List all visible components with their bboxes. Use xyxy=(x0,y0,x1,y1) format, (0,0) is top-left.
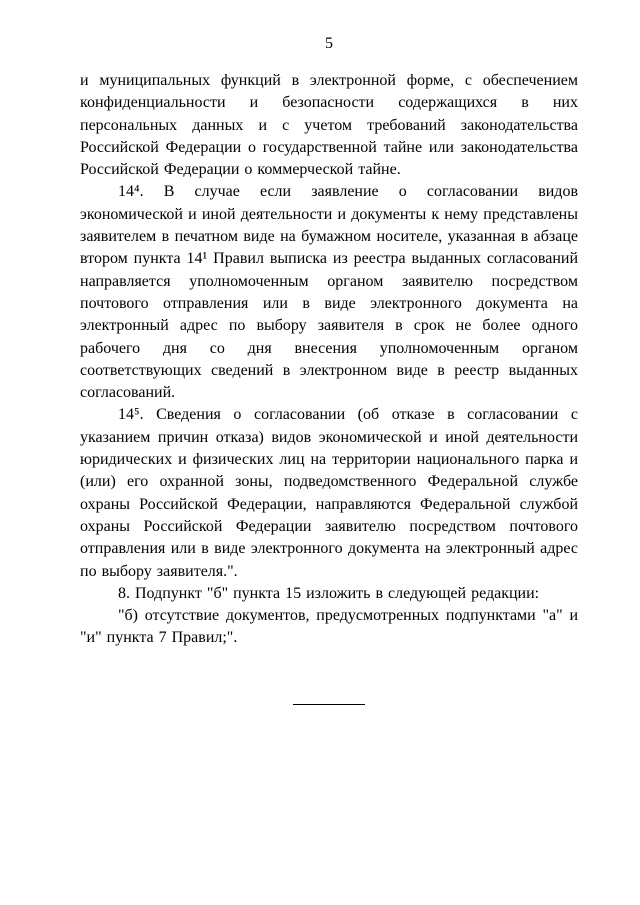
paragraph-point-14-5: 14⁵. Сведения о согласовании (об отказе в согласовании с указанием причин отказа) видов экономической и иной деятельности юридических и физических лиц на территории национального парка и (или) его охранной зоны, подведомственного Федеральной службе охраны Российской Федерации, направляются Федеральной службой охраны Российской Федерации заявителю посредством почтового отправления или в виде электронного документа на электронный адрес по выбору заявителя.". xyxy=(80,406,578,580)
paragraph-continuation: и муниципальных функций в электронной форме, с обеспечением конфиденциальности и безопасности содержащихся в них персональных данных и с учетом требований законодательства Российской Федерации о государственной тайне или законодательства Российской Федерации о коммерческой тайне. xyxy=(80,72,578,179)
paragraph-point-14-4: 14⁴. В случае если заявление о согласовании видов экономической и иной деятельности и документы к нему представлены заявителем в печатном виде на бумажном носителе, указанная в абзаце втором пункта 14¹ Правил выписка из реестра выданных согласований направляется уполномоченным органом заявителю посредством почтового отправления или в виде электронного документа на электронный адрес по выбору заявителя в срок не более одного рабочего дня со дня внесения уполномоченным органом соответствующих сведений в электронном виде в реестр выданных согласований. xyxy=(80,183,578,402)
document-body xyxy=(80,70,578,650)
page-number: 5 xyxy=(325,35,333,52)
paragraph-subpoint-b: "б) отсутствие документов, предусмотренных подпунктами "а" и "и" пункта 7 Правил;". xyxy=(80,607,578,647)
end-of-document-divider xyxy=(293,704,365,705)
paragraph-point-8: 8. Подпункт "б" пункта 15 изложить в следующей редакции: xyxy=(118,584,540,602)
